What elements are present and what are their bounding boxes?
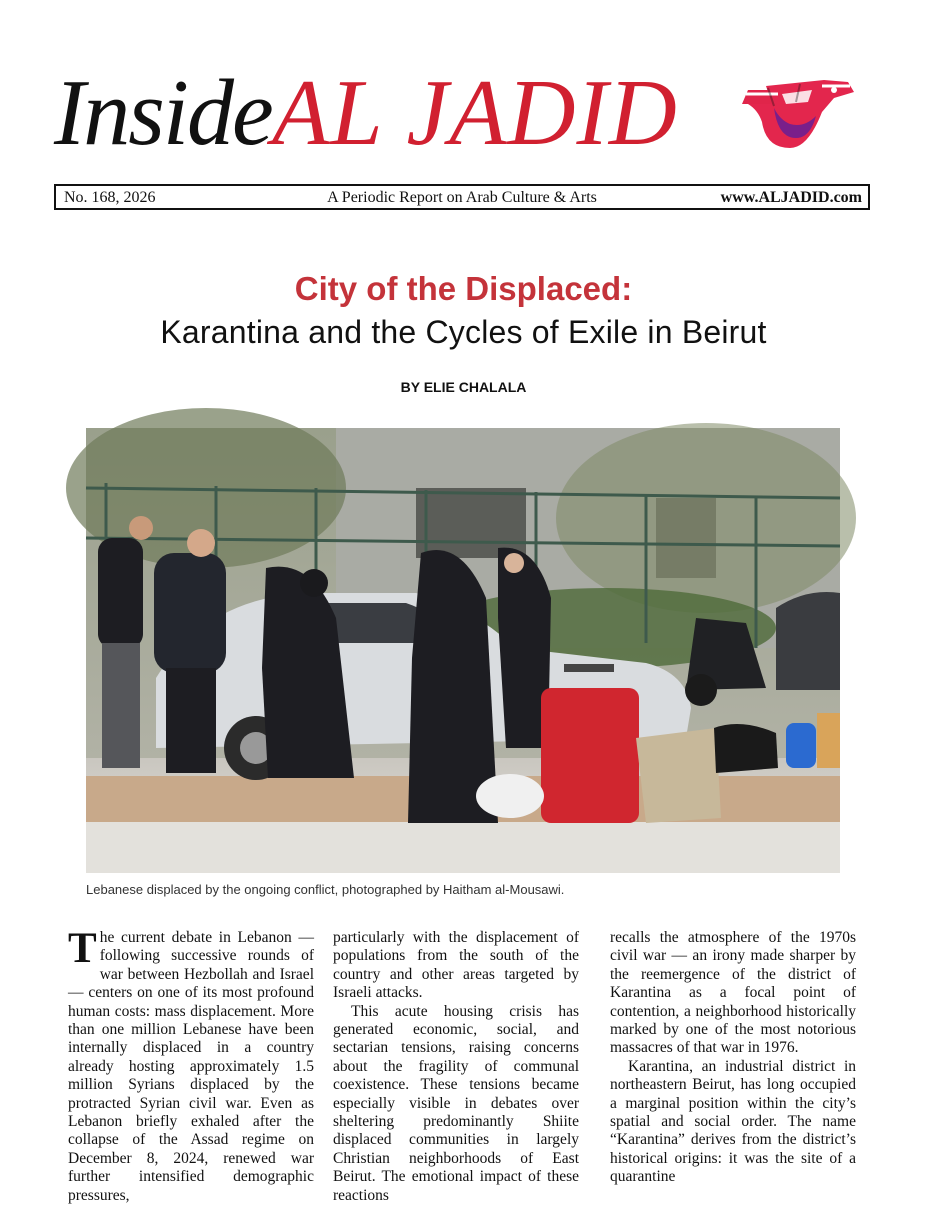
issue-number: No. 168, 2026 xyxy=(64,189,156,206)
masthead xyxy=(54,62,874,172)
paragraph: Karantina, an industrial district in northeastern Beirut, has long occupied a marginal position within the city’s spatial and social order. The name “Karantina” derives from the district’s historical origins: it was the site of a quarantine xyxy=(610,1057,856,1186)
paragraph: This acute housing crisis has generated economic, social, and sectarian tensions, raising concerns about the fragility of communal coexistence. These tensions became especially visible in debates over sheltering predominantly Shiite displaced communities in largely Christian neighborhoods of East Beirut. The emotional impact of these reactions xyxy=(333,1002,579,1204)
paragraph-text: he current debate in Lebanon — following successive rounds of war between Hezbollah and Israel — centers on one of its most profound human costs: mass displacement. More than one million Lebanese have been internally displaced in a country already hosting approximately 1.5 million Syrians displaced by the protracted Syrian civil war. Even as Lebanon briefly exhaled after the collapse of the Assad regime on December 8, 2024, renewed war further intensified demographic pressures, xyxy=(68,929,314,1204)
paragraph: particularly with the displacement of populations from the south of the country and other areas targeted by Israeli attacks. xyxy=(333,929,579,1002)
masthead-brand: AL JADID xyxy=(272,61,678,165)
article-column-2 xyxy=(333,929,579,1204)
paragraph: recalls the atmosphere of the 1970s civil war — an irony made sharper by the reemergence of the district of Karantina as a focal point of contention, a neighborhood historically marked by one of the most notorious massacres of that war in 1976. xyxy=(610,929,856,1057)
al-jadid-bird-logo-icon xyxy=(738,72,858,156)
drop-cap: T xyxy=(68,925,97,972)
article-subtitle: Karantina and the Cycles of Exile in Beirut xyxy=(160,314,767,350)
article-column-1 xyxy=(68,925,314,1204)
article-photo xyxy=(86,428,840,873)
article-column-3 xyxy=(610,929,856,1194)
displaced-people-photo xyxy=(86,428,840,873)
info-bar xyxy=(54,184,870,210)
byline: BY ELIE CHALALA xyxy=(400,379,527,395)
article-title: City of the Displaced: xyxy=(294,270,633,307)
tagline: A Periodic Report on Arab Culture & Arts xyxy=(327,189,597,206)
masthead-inside: Inside xyxy=(54,61,272,165)
photo-caption: Lebanese displaced by the ongoing conflict, photographed by Haitham al-Mousawi. xyxy=(86,882,565,897)
paragraph xyxy=(68,925,314,1205)
website-link[interactable]: www.ALJADID.com xyxy=(720,189,862,206)
